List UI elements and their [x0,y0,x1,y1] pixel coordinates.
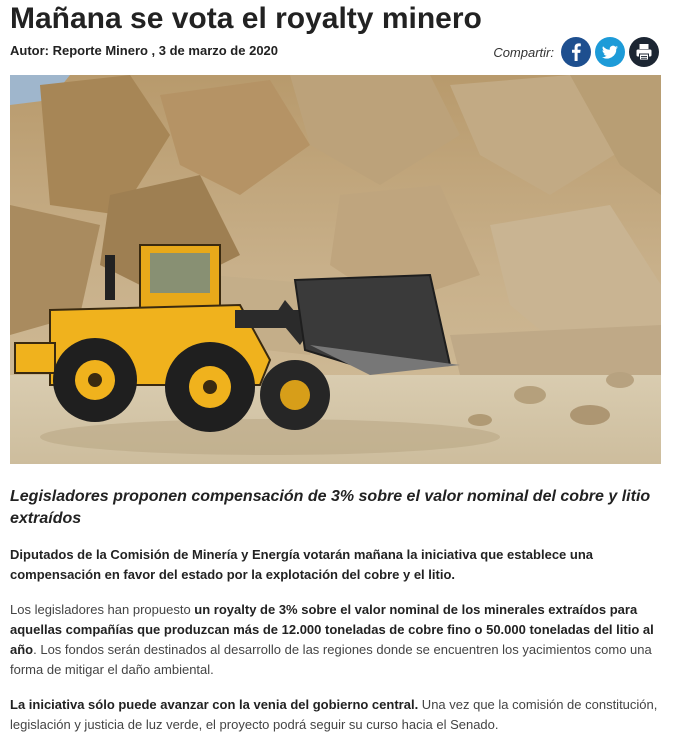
twitter-icon [595,37,625,67]
body-paragraph-1 [10,600,658,680]
wheel-loader-photo [10,75,661,464]
article-subtitle: Legisladores proponen compensación de 3% sobre el valor nominal del cobre y litio extraídos [10,488,651,527]
body-paragraph-2 [10,695,658,735]
twitter-share-button[interactable] [595,37,625,67]
paragraph-text: . Los fondos serán destinados al desarrollo de las regiones donde se encuentren los yacimientos como una forma de mitigar el daño ambiental. [10,642,652,677]
article-title: Mañana se vota el royalty minero [10,2,482,35]
share-label: Compartir: [493,44,554,60]
article-byline: Autor: Reporte Minero , 3 de marzo de 2020 [10,43,279,58]
lead-paragraph: Diputados de la Comisión de Minería y Energía votarán mañana la iniciativa que establece una compensación en favor del estado por la explotación del cobre y el litio. [10,547,594,582]
print-icon [629,37,659,67]
paragraph-bold-text: un royalty de 3% sobre el valor nominal de los minerales extraídos para aquellas compañías que produzcan más de 12.000 toneladas de cobre fino o 50.000 toneladas del litio al año [10,602,654,657]
hero-image [10,75,661,464]
paragraph-text: Una vez que la comisión de constitución, legislación y justicia de luz verde, el proyecto podrá seguir su curso hacia el Senado. [10,697,658,732]
print-button[interactable] [629,37,659,67]
facebook-share-button[interactable] [561,37,591,67]
share-bar [493,36,659,68]
facebook-icon [561,37,591,67]
paragraph-text: Los legisladores han propuesto [10,602,195,617]
paragraph-bold-text: La iniciativa sólo puede avanzar con la venia del gobierno central. [10,697,419,712]
